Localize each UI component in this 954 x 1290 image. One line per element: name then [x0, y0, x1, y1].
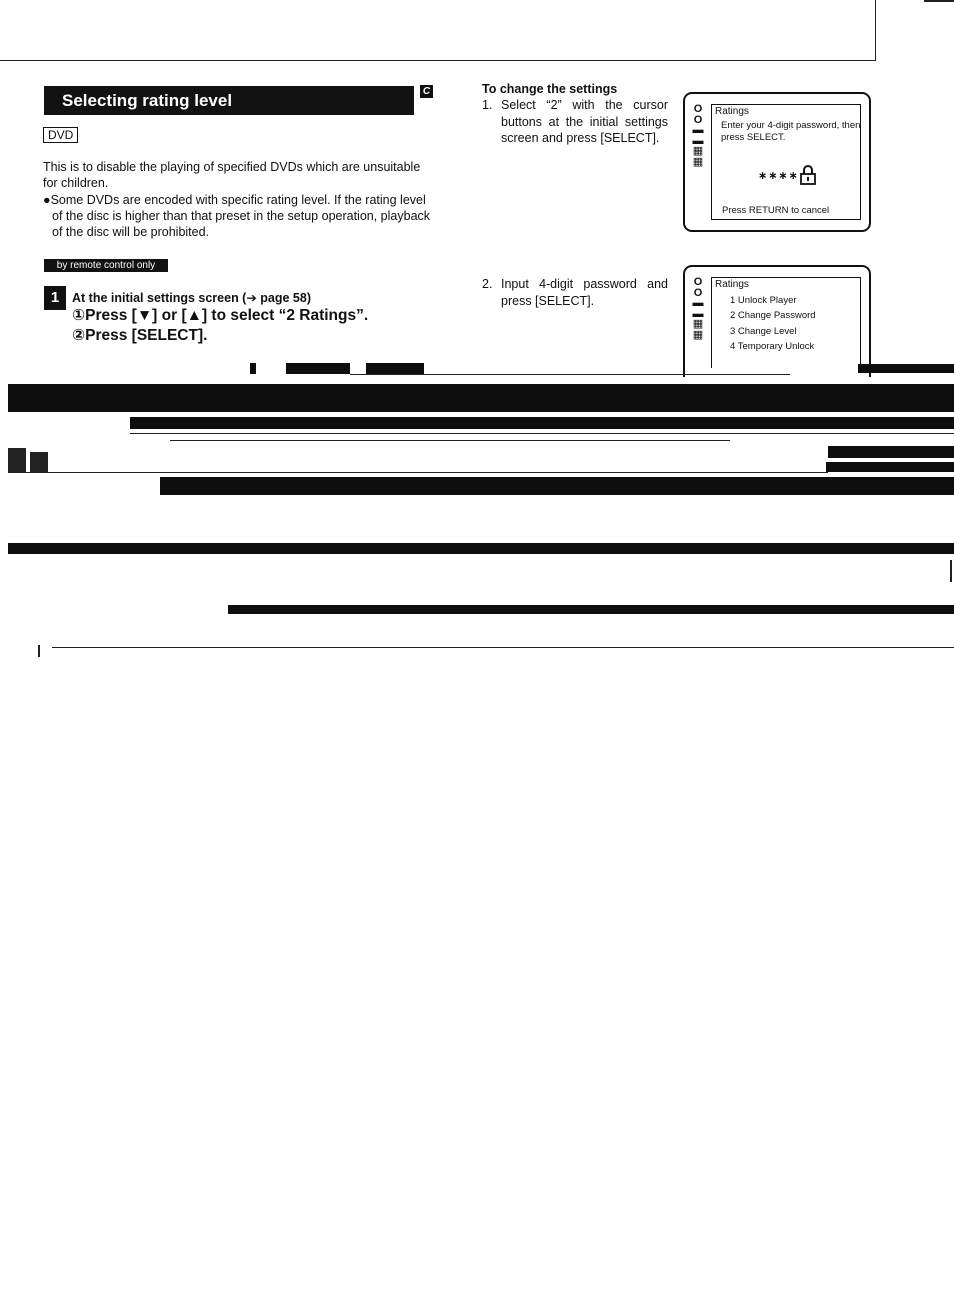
tape-icon: ▬: [692, 134, 704, 147]
lock-icon: [800, 165, 816, 185]
disc-icon: O: [693, 276, 703, 288]
step-instruction-2: ②Press [SELECT].: [72, 327, 208, 344]
osd-panel: [711, 277, 861, 368]
step-heading: At the initial settings screen (➔ page 58): [72, 291, 312, 305]
remote-only-badge: by remote control only: [44, 259, 168, 272]
scan-artifact: [38, 645, 40, 657]
scan-artifact: [160, 477, 954, 495]
scan-artifact: [52, 647, 954, 648]
scan-artifact: [350, 374, 790, 375]
osd-title: Ratings: [715, 279, 749, 290]
tv-screen-password: [683, 92, 871, 232]
change-step-1: 1. Select “2” with the cursor buttons at the initial settings screen and press [SELECT].: [482, 98, 668, 145]
display-icon: ▦: [692, 145, 704, 157]
section-title: Selecting rating level: [44, 86, 414, 115]
step-number: 1: [44, 286, 66, 310]
password-mask: ∗∗∗∗: [758, 170, 799, 182]
dvd-tag: DVD: [43, 127, 78, 143]
disc-icon: O: [693, 113, 703, 126]
display-icon: ▦: [692, 328, 704, 341]
osd-title: Ratings: [715, 106, 749, 117]
side-icon-strip: [689, 277, 707, 340]
osd-footer: Press RETURN to cancel: [722, 205, 830, 216]
menu-item-change-password: 2 Change Password: [730, 310, 816, 322]
disc-icon: O: [693, 286, 703, 299]
scan-artifact: [170, 440, 730, 441]
menu-item-temporary-unlock: 4 Temporary Unlock: [730, 340, 815, 352]
top-rule: [0, 60, 876, 61]
osd-panel: [711, 104, 861, 220]
scan-artifact: [8, 448, 26, 472]
change-step-2: 2. Input 4-digit password and press [SELECT].: [482, 277, 668, 308]
menu-item-change-level: 3 Change Level: [730, 325, 797, 337]
scan-artifact: [826, 462, 954, 472]
bullet-icon: ●: [43, 192, 51, 207]
menu-item-unlock-player: 1 Unlock Player: [730, 295, 797, 306]
intro-text: [43, 159, 435, 240]
step-instruction-1: ①Press [▼] or [▲] to select “2 Ratings”.: [72, 307, 369, 324]
display-icon: ▦: [692, 155, 704, 168]
corner-mark: [924, 0, 954, 2]
scan-artifact: [130, 417, 954, 429]
scan-artifact: [828, 446, 954, 458]
tape-icon: ▬: [692, 307, 704, 320]
scan-artifact: [366, 363, 424, 374]
scan-artifact: [250, 363, 256, 374]
side-icon-strip: [689, 104, 707, 167]
scan-artifact: [286, 363, 350, 374]
change-settings-heading: To change the settings: [482, 82, 618, 96]
scan-artifact: [858, 364, 954, 373]
osd-message: Enter your 4-digit password, then press SELECT.: [721, 120, 861, 143]
scan-artifact: [8, 384, 954, 412]
ratings-menu: [730, 293, 816, 354]
scan-artifact: [8, 472, 828, 473]
top-right-rule: [875, 0, 876, 61]
scan-artifact: [8, 543, 954, 554]
scan-artifact: [228, 605, 954, 614]
intro-bullet: ●Some DVDs are encoded with specific rating level. If the rating level of the disc is higher than that preset in the setup operation, playback of the disc will be prohibited.: [43, 192, 431, 240]
section-badge: C: [420, 85, 433, 98]
scan-artifact: [950, 560, 952, 582]
tv-screen-ratings-menu: [683, 265, 871, 377]
tape-icon: ▬: [692, 297, 704, 309]
tape-icon: ▬: [692, 124, 704, 136]
scan-artifact: [130, 433, 954, 434]
display-icon: ▦: [692, 318, 704, 330]
disc-icon: O: [693, 103, 703, 115]
scan-artifact: [30, 452, 48, 472]
intro-paragraph: This is to disable the playing of specified DVDs which are unsuitable for children.: [43, 160, 421, 191]
